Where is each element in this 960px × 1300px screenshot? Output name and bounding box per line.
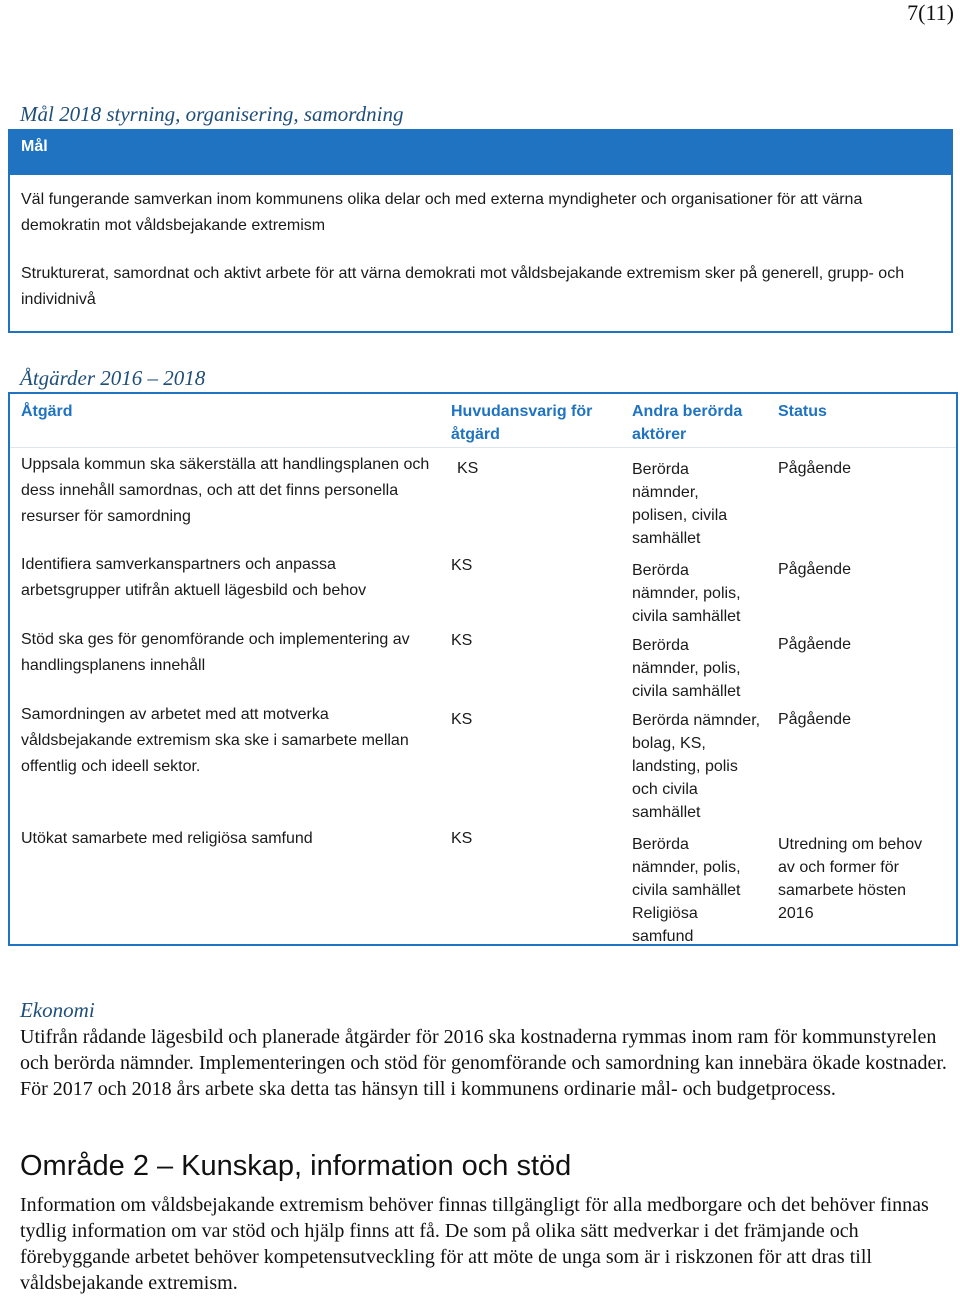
area-2-text: Information om våldsbejakande extremism behöver finnas tillgängligt för alla medborgare och det behöver finnas tydlig information om var stöd och hjälp finns att få. De som på olika sätt medverkar i det främjande och förebyggande arbetet behöver kompetensutveckling för att möte de unga som är i riskzonen för att dras till våldsbejakande extremism. xyxy=(20,1194,929,1294)
status-cell: Utredning om behov av och former för samarbete hösten 2016 xyxy=(778,836,923,922)
actions-title: Åtgärder 2016 – 2018 xyxy=(20,366,206,390)
action-cell: Stöd ska ges för genomförande och implementering av handlingsplanens innehåll xyxy=(21,631,410,674)
status-cell: Pågående xyxy=(778,460,851,477)
status-cell: Pågående xyxy=(778,636,851,653)
page-number: 7(11) xyxy=(907,0,954,25)
others-cell: Berörda nämnder, bolag, KS, landsting, polis och civila samhället xyxy=(632,712,761,821)
economy-text: Utifrån rådande lägesbild och planerade åtgärder för 2016 ska kostnaderna rymmas inom ram för kommunstyrelen och berörda nämnder. Implementeringen och stöd för genomförande och samordning kan innebära ökade kostnader. För 2017 och 2018 års arbete ska detta tas hänsyn till i kommunens ordinarie mål- och budgetprocess. xyxy=(20,1026,947,1100)
others-cell: Berörda nämnder, polis, civila samhället xyxy=(632,562,741,625)
column-header-action: Åtgärd xyxy=(21,403,73,420)
header-divider xyxy=(10,447,956,448)
others-cell: Berörda nämnder, polis, civila samhället xyxy=(632,637,741,700)
goal-box xyxy=(8,129,953,333)
goal-box-header-label: Mål xyxy=(21,138,48,155)
actions-table xyxy=(8,392,958,946)
column-header-others: Andra berörda aktörer xyxy=(632,403,743,443)
others-cell: Berörda nämnder, polis, civila samhället Religiösa samfund xyxy=(632,836,741,945)
status-cell: Pågående xyxy=(778,561,851,578)
goal-item: Väl fungerande samverkan inom kommunens olika delar och med externa myndigheter och organisationer för att värna demokratin mot våldsbejakande extremism xyxy=(21,191,863,234)
action-cell: Uppsala kommun ska säkerställa att handlingsplanen och dess innehåll samordnas, och att det finns personella resurser för samordning xyxy=(21,456,430,525)
column-header-responsible: Huvudansvarig för åtgärd xyxy=(451,403,593,443)
responsible-cell: KS xyxy=(451,557,473,574)
responsible-cell: KS xyxy=(457,460,479,477)
area-2-heading: Område 2 – Kunskap, information och stöd xyxy=(20,1150,572,1182)
goal-item: Strukturerat, samordnat och aktivt arbete för att värna demokrati mot våldsbejakande extremism sker på generell, grupp- och individnivå xyxy=(21,265,905,308)
status-cell: Pågående xyxy=(778,711,851,728)
responsible-cell: KS xyxy=(451,632,473,649)
action-cell: Utökat samarbete med religiösa samfund xyxy=(21,830,313,847)
responsible-cell: KS xyxy=(451,711,473,728)
section-title: Mål 2018 styrning, organisering, samordning xyxy=(20,102,404,126)
action-cell: Samordningen av arbetet med att motverka våldsbejakande extremism ska ske i samarbete mellan offentlig och ideell sektor. xyxy=(21,706,409,775)
others-cell: Berörda nämnder, polisen, civila samhället xyxy=(632,461,728,547)
action-cell: Identifiera samverkanspartners och anpassa arbetsgrupper utifrån aktuell lägesbild och behov xyxy=(21,556,367,599)
responsible-cell: KS xyxy=(451,830,473,847)
goal-box-header xyxy=(10,131,951,175)
column-header-status: Status xyxy=(778,403,827,420)
economy-heading: Ekonomi xyxy=(20,998,95,1022)
